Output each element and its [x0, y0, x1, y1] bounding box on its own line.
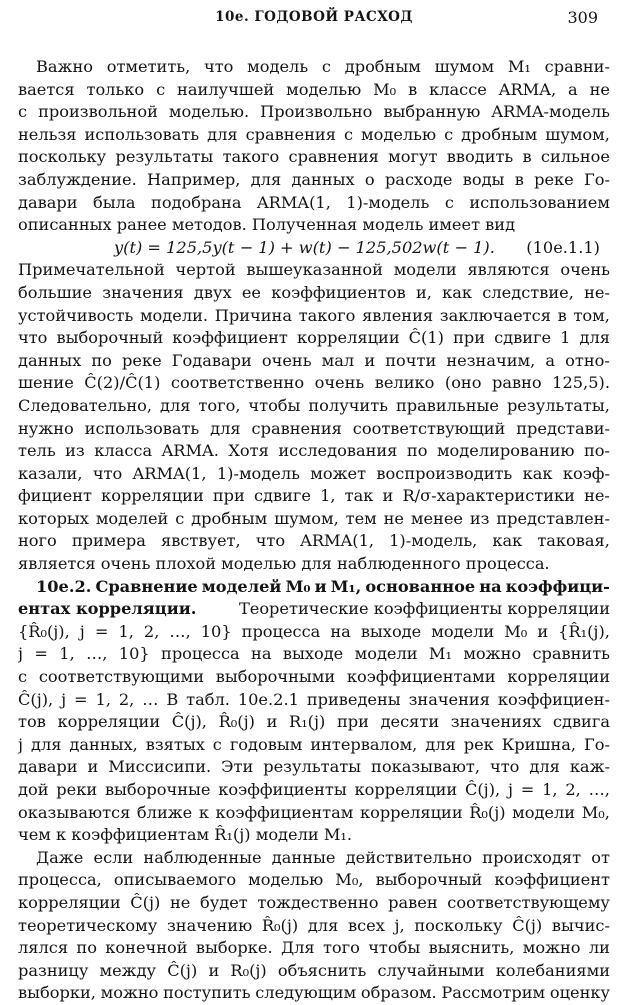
page-number: 309	[567, 8, 598, 27]
text-line: j = 1, …, 10} процесса на выходе модели M₁ можно сравнить	[18, 644, 610, 664]
equation-line	[18, 237, 610, 260]
text-line: {R̂₀(j), j = 1, 2, …, 10} процесса на выходе модели M₀ и {R̂₁(j),	[18, 621, 610, 641]
text-line: является очень плохой моделью для наблюденного процесса.	[18, 554, 550, 574]
section-10e2	[18, 576, 610, 847]
paragraph-sampling	[18, 847, 610, 1005]
text-line: дой реки выборочные коэффициенты корреляции Ĉ(j), j = 1, 2, …,	[18, 780, 610, 799]
text-line: ного примера явствует, что ARMA(1, 1)-модель, как таковая,	[18, 531, 610, 551]
text-line: Важно отметить, что модель с дробным шумом M₁ сравни-	[36, 57, 610, 76]
text-line: давари и Миссисипи. Эти результаты показывают, что для каж-	[18, 757, 610, 777]
section-heading: 10e.2. Сравнение моделей M₀ и M₁, основанное на коэффици-	[36, 576, 610, 596]
text-line: большие значения двух ее коэффициентов и, как следствие, не-	[18, 282, 610, 302]
text-line: Примечательной чертой вышеуказанной модели являются очень	[18, 260, 610, 280]
section-first-line: Теоретические коэффициенты корреляции	[238, 599, 610, 619]
equation-number: (10e.1.1)	[526, 237, 600, 257]
text-line: корреляции Ĉ(j) не будет тождественно равен соответствующему	[18, 892, 610, 912]
text-line: Даже если наблюденные данные действительно происходят от	[36, 847, 610, 867]
text-line	[18, 598, 610, 621]
text-line: описанных ранее методов. Полученная модель имеет вид	[18, 215, 516, 235]
text-line: устойчивость модели. Причина такого явления заключается в том,	[18, 305, 610, 325]
paragraph-arma	[18, 259, 610, 575]
text-line: нужно использовать для сравнения соответствующий представи-	[18, 418, 610, 438]
text-line: Ĉ(j), j = 1, 2, … В табл. 10e.2.1 приведены значения коэффициен-	[18, 689, 610, 709]
running-title: 10е. ГОДОВОЙ РАСХОД	[215, 9, 413, 25]
text-line: теоретическому значению R̂₀(j) для всех j, поскольку Ĉ(j) вычис-	[18, 915, 610, 935]
text-line: тель из класса ARMA. Хотя исследования по моделированию по-	[18, 441, 610, 461]
section-heading-continuation: ентах корреляции.	[18, 599, 197, 619]
text-line: казали, что ARMA(1, 1)-модель может воспроизводить как коэф-	[18, 463, 610, 483]
text-line: шение Ĉ(2)/Ĉ(1) соответственно очень велико (оно равно 125,5).	[18, 373, 610, 393]
equation-formula: y(t) = 125,5y(t − 1) + w(t) − 125,502w(t − 1).	[114, 237, 495, 257]
text-line: процесса, описываемого моделью M₀, выборочный коэффициент	[18, 870, 610, 890]
text-line: j для данных, взятых с годовым интервалом, для рек Кришна, Го-	[18, 734, 610, 754]
text-line: оказываются ближе к коэффициентам корреляции R̂₀(j) модели M₀,	[18, 802, 610, 822]
page-header	[18, 8, 610, 28]
text-line: с произвольной моделью. Произвольно выбранную ARMA-модель	[18, 102, 610, 122]
text-line: вается только с наилучшей моделью M₀ в классе ARMA, а не	[18, 79, 610, 99]
paragraph-intro	[18, 56, 610, 237]
text-line: тов корреляции Ĉ(j), R̂₀(j) и R₁(j) при десяти значениях сдвига	[18, 712, 610, 732]
text-line: чем к коэффициентам R̂₁(j) модели M₁.	[18, 825, 353, 845]
text-line: с соответствующими выборочными коэффициентами корреляции	[18, 667, 610, 687]
text-line: лялся по конечной выборке. Для того чтобы выяснить, можно ли	[18, 938, 610, 958]
text-line: которых моделей с дробным шумом, тем не менее из представлен-	[18, 508, 610, 528]
text-line: поскольку результаты такого сравнения могут вводить в сильное	[18, 147, 610, 167]
text-line: давари была подобрана ARMA(1, 1)-модель с использованием	[18, 192, 610, 212]
text-line: что выборочный коэффициент корреляции Ĉ(1) при сдвиге 1 для	[18, 328, 610, 348]
text-line: Следовательно, для того, чтобы получить правильные результаты,	[18, 395, 610, 415]
text-line: данных по реке Годавари очень мал и почти незначим, а отно-	[18, 350, 610, 370]
page-body	[18, 56, 610, 1005]
text-line: фициент корреляции при сдвиге 1, так и R/σ-характеристики не-	[18, 486, 610, 506]
text-line: нельзя использовать для сравнения с моделью с дробным шумом,	[18, 124, 610, 144]
text-line: заблуждение. Например, для данных о расходе воды в реке Го-	[18, 169, 610, 189]
text-line: выборки, можно поступить следующим образом. Рассмотрим оценку	[18, 983, 610, 1003]
text-line: разницу между Ĉ(j) и R₀(j) объяснить случайными колебаниями	[18, 960, 610, 980]
